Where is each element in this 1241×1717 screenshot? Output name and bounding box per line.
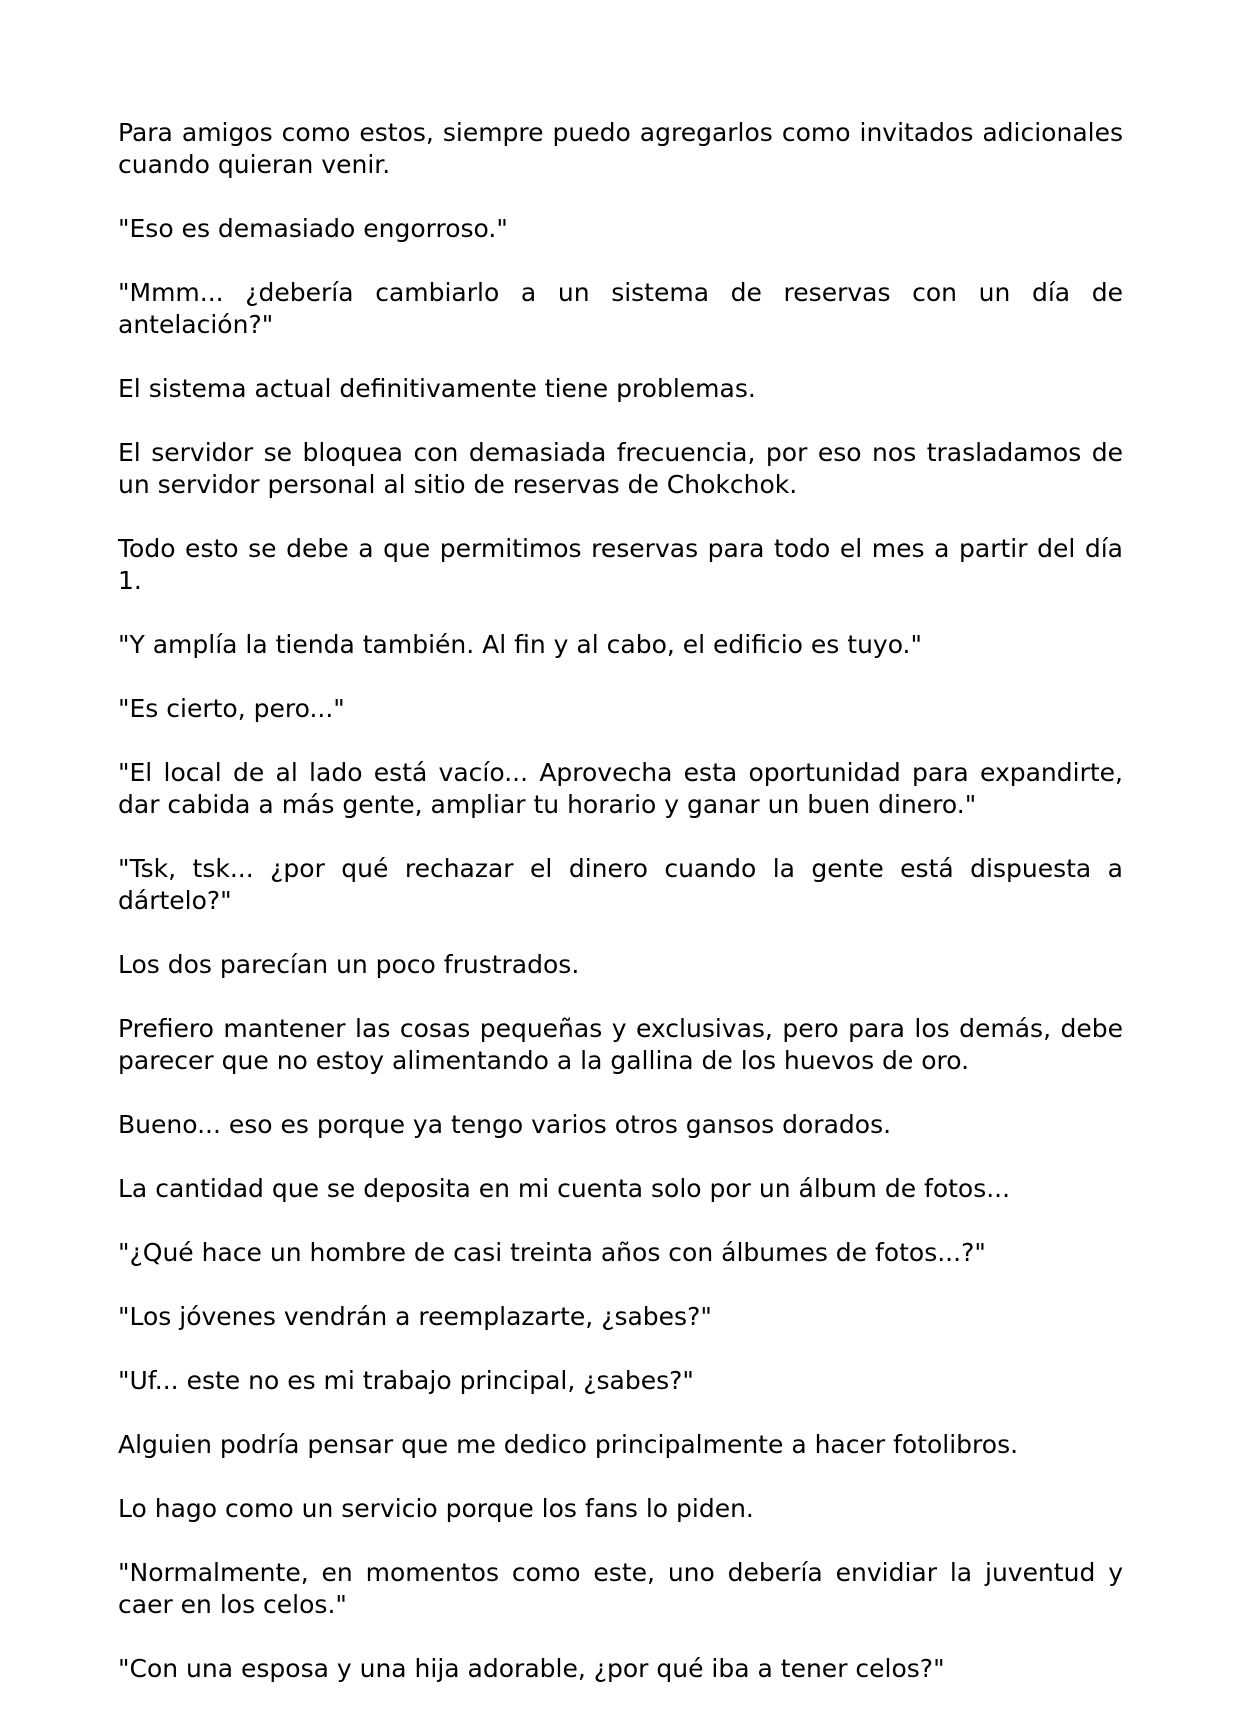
paragraph: Los dos parecían un poco frustrados. [118,950,580,979]
paragraph: "Tsk, tsk... ¿por qué rechazar el dinero cuando la gente está dispuesta a dártelo?" [118,854,1123,915]
document-body [118,117,1123,1717]
paragraph: La cantidad que se deposita en mi cuenta solo por un álbum de fotos... [118,1174,1011,1203]
paragraph: "¿Qué hace un hombre de casi treinta años con álbumes de fotos...?" [118,1238,986,1267]
paragraph: "Con una esposa y una hija adorable, ¿por qué iba a tener celos?" [118,1654,945,1683]
paragraph: Bueno... eso es porque ya tengo varios otros gansos dorados. [118,1110,892,1139]
paragraph: "El local de al lado está vacío... Aprovecha esta oportunidad para expandirte, dar cabida a más gente, ampliar tu horario y ganar un buen dinero." [118,758,1123,819]
paragraph: "Y amplía la tienda también. Al fin y al cabo, el edificio es tuyo." [118,630,923,659]
paragraph: Lo hago como un servicio porque los fans lo piden. [118,1494,754,1523]
paragraph: El sistema actual definitivamente tiene problemas. [118,374,756,403]
paragraph: "Los jóvenes vendrán a reemplazarte, ¿sabes?" [118,1302,712,1331]
paragraph: "Es cierto, pero..." [118,694,345,723]
paragraph: "Uf... este no es mi trabajo principal, ¿sabes?" [118,1366,694,1395]
paragraph: "Normalmente, en momentos como este, uno debería envidiar la juventud y caer en los celos." [118,1558,1123,1619]
paragraph: Prefiero mantener las cosas pequeñas y exclusivas, pero para los demás, debe parecer que no estoy alimentando a la gallina de los huevos de oro. [118,1014,1123,1075]
paragraph: Alguien podría pensar que me dedico principalmente a hacer fotolibros. [118,1430,1019,1459]
paragraph: "Eso es demasiado engorroso." [118,214,508,243]
paragraph: "Mmm... ¿debería cambiarlo a un sistema de reservas con un día de antelación?" [118,278,1123,339]
paragraph: Para amigos como estos, siempre puedo agregarlos como invitados adicionales cuando quieran venir. [118,118,1123,179]
paragraph: Todo esto se debe a que permitimos reservas para todo el mes a partir del día 1. [118,534,1123,595]
paragraph: El servidor se bloquea con demasiada frecuencia, por eso nos trasladamos de un servidor personal al sitio de reservas de Chokchok. [118,438,1123,499]
